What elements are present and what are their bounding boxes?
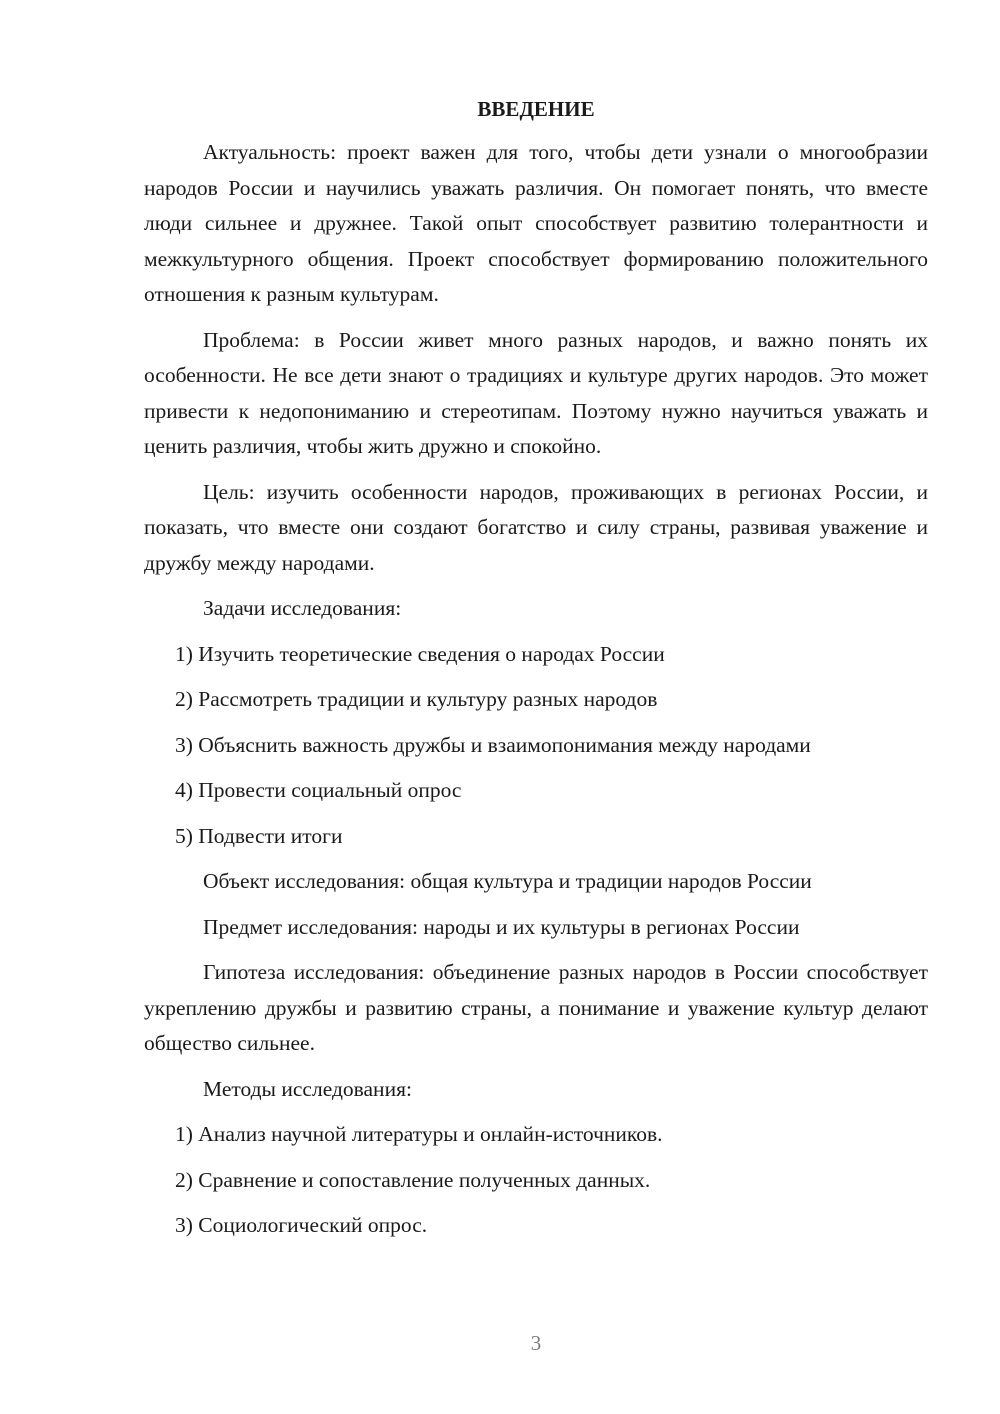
document-page <box>144 92 928 1254</box>
relevance-paragraph: Актуальность: проект важен для того, чтобы дети узнали о многообразии народов России и научились уважать различия. Он помогает понять, что вместе люди сильнее и дружнее. Такой опыт способствует развитию толерантности и межкультурного общения. Проект способствует формированию положительного отношения к разным культурам. <box>144 140 928 306</box>
list-item: 4) Провести социальный опрос <box>175 778 462 802</box>
tasks-list <box>144 637 928 855</box>
section-title: ВВЕДЕНИЕ <box>477 97 595 121</box>
list-item: 3) Социологический опрос. <box>175 1213 428 1237</box>
hypothesis-paragraph: Гипотеза исследования: объединение разных народов в России способствует укреплению дружбы и развитию страны, а понимание и уважение культур делают общество сильнее. <box>144 960 928 1055</box>
methods-list <box>144 1117 928 1244</box>
tasks-heading: Задачи исследования: <box>203 596 402 620</box>
list-item: 2) Рассмотреть традиции и культуру разных народов <box>175 687 658 711</box>
research-subject: Предмет исследования: народы и их культуры в регионах России <box>203 914 800 939</box>
goal-paragraph: Цель: изучить особенности народов, проживающих в регионах России, и показать, что вместе они создают богатство и силу страны, развивая уважение и дружбу между народами. <box>144 479 928 575</box>
problem-paragraph: Проблема: в России живет много разных народов, и важно понять их особенности. Не все дети знают о традициях и культуре других народов. Это может привести к недопониманию и стереотипам. Поэтому нужно научиться уважать и ценить различия, чтобы жить дружно и спокойно. <box>144 327 928 458</box>
list-item: 2) Сравнение и сопоставление полученных данных. <box>175 1167 651 1192</box>
list-item: 1) Анализ научной литературы и онлайн-источников. <box>175 1122 663 1146</box>
page-number: 3 <box>530 1331 542 1355</box>
methods-heading: Методы исследования: <box>203 1076 412 1101</box>
list-item: 1) Изучить теоретические сведения о народах России <box>175 641 665 666</box>
list-item: 3) Объяснить важность дружбы и взаимопонимания между народами <box>175 732 811 757</box>
research-object: Объект исследования: общая культура и традиции народов России <box>203 869 812 893</box>
list-item: 5) Подвести итоги <box>175 823 343 848</box>
